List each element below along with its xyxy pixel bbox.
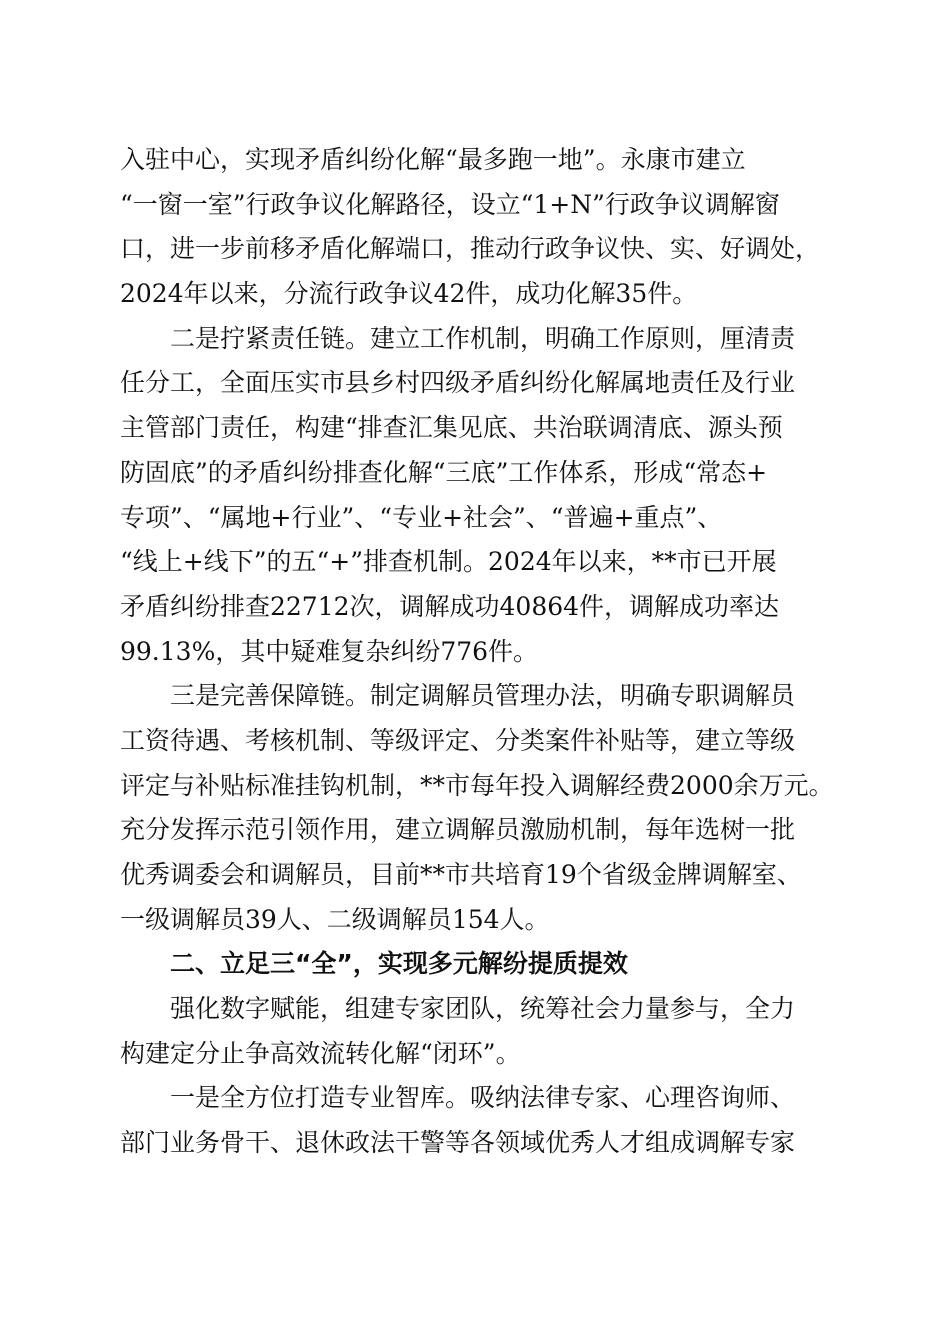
paragraph-2-line-8: 99.13%，其中疑难复杂纠纷776件。 xyxy=(120,636,539,666)
paragraph-2-line-3: 主管部门责任，构建“排查汇集见底、共治联调清底、源头预 xyxy=(120,413,783,443)
paragraph-3-line-3: 评定与补贴标准挂钩机制，**市每年投入调解经费2000余万元。 xyxy=(120,770,834,800)
paragraph-5-line-1: 一是全方位打造专业智库。吸纳法律专家、心理咨询师、 xyxy=(170,1083,796,1113)
paragraph-1-line-2: “一窗一室”行政争议化解路径，设立“1+N”行政争议调解窗 xyxy=(120,189,780,219)
paragraph-4-line-2: 构建定分止争高效流转化解“闭环”。 xyxy=(120,1038,521,1068)
paragraph-3-line-5: 优秀调委会和调解员，目前**市共培育19个省级金牌调解室、 xyxy=(120,860,802,889)
paragraph-1-line-3: 口，进一步前移矛盾化解端口，推动行政争议快、实、好调处， xyxy=(120,234,821,264)
paragraph-2-line-1: 二是拧紧责任链。建立工作机制，明确工作原则，厘清责 xyxy=(170,323,796,353)
paragraph-2-line-6: “线上+线下”的五“+”排查机制。2024年以来，**市已开展 xyxy=(120,547,777,577)
section-heading: 二、立足三“全”，实现多元解纷提质提效 xyxy=(170,949,628,979)
paragraph-3-line-6: 一级调解员39人、二级调解员154人。 xyxy=(120,904,550,934)
paragraph-3-line-1: 三是完善保障链。制定调解员管理办法，明确专职调解员 xyxy=(170,681,796,711)
paragraph-2-line-4: 防固底”的矛盾纠纷排查化解“三底”工作体系，形成“常态+ xyxy=(120,457,768,487)
paragraph-3-line-2: 工资待遇、考核机制、等级评定、分类案件补贴等，建立等级 xyxy=(120,725,796,755)
paragraph-1-line-1: 入驻中心，实现矛盾纠纷化解“最多跑一地”。永康市建立 xyxy=(120,145,746,174)
paragraph-2-line-2: 任分工，全面压实市县乡村四级矛盾纠纷化解属地责任及行业 xyxy=(120,368,796,398)
paragraph-2-line-7: 矛盾纠纷排查22712次，调解成功40864件，调解成功率达 xyxy=(120,591,780,621)
paragraph-3-line-4: 充分发挥示范引领作用，建立调解员激励机制，每年选树一批 xyxy=(120,815,796,845)
document-body xyxy=(120,138,840,1166)
paragraph-2-line-5: 专项”、“属地+行业”、“专业+社会”、“普遍+重点”、 xyxy=(120,502,723,532)
paragraph-5-line-2: 部门业务骨干、退休政法干警等各领域优秀人才组成调解专家 xyxy=(120,1128,796,1158)
paragraph-4-line-1: 强化数字赋能，组建专家团队，统筹社会力量参与，全力 xyxy=(170,994,796,1024)
paragraph-1-line-4: 2024年以来，分流行政争议42件，成功化解35件。 xyxy=(120,279,698,309)
